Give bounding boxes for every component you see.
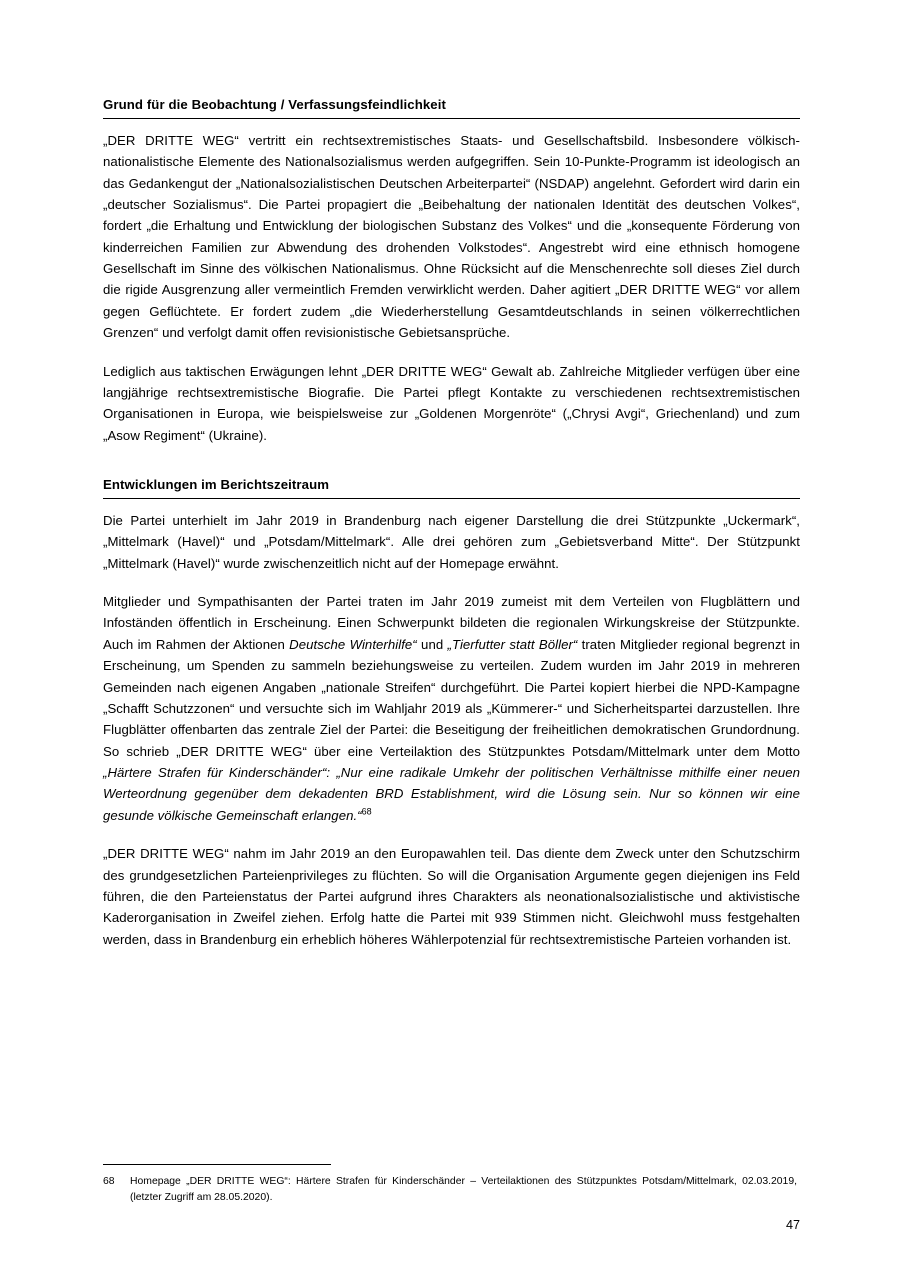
para2-part-a: Mitglieder und Sympathisanten der Partei traten im Jahr 2019 zumeist mit dem Verteilen von Flugblättern und Infoständen öffentlich in Erscheinung. Einen Schwerpunkt bildeten die regionalen Wirkungskreise der Stützpunkte. Auch im Rahmen der Aktionen [103,594,800,652]
footnote-68 [103,1174,797,1206]
section-heading-grund: Grund für die Beobachtung / Verfassungsfeindlichkeit [103,97,446,112]
paragraph-entwicklungen-3: „DER DRITTE WEG“ nahm im Jahr 2019 an den Europawahlen teil. Das diente dem Zweck unter den Schutzschirm des grundgesetzlichen Parteienprivileges zu flüchten. So will die Organisation Argumente gegen diejenigen ins Feld führen, die den Parteienstatus der Partei aufgrund ihres Charakters als neonationalsozialistische und aktivistische Kaderorganisation in Zweifel ziehen. Erfolg hatte die Partei mit 939 Stimmen nicht. Gleichwohl muss festgehalten werden, dass in Brandenburg ein erheblich höheres Wählerpotenzial für rechtsextremistische Parteien vorhanden ist. [103,846,800,947]
footnote-divider [103,1164,331,1165]
footnote-area [103,1164,797,1206]
section-heading-entwicklungen: Entwicklungen im Berichtszeitraum [103,477,330,493]
para2-part-c: traten Mitglieder regional begrenzt in Erscheinung, um Spenden zu sammeln beziehungsweise zu verteilen. Zudem wurden im Jahr 2019 in mehreren Gemeinden nach eigenen Angaben „nationale Streifen“ durchgeführt. Die Partei kopiert hierbei die NPD-Kampagne „Schafft Schutzzonen“ und versuchte sich im Wahljahr 2019 als „Kümmerer-“ und Sicherheitspartei darzustellen. Ihre Flugblätter offenbarten das zentrale Ziel der Partei: die Beseitigung der freiheitlichen demokratischen Grundordnung. So schrieb „DER DRITTE WEG“ über eine Verteilaktion des Stützpunktes Potsdam/Mittelmark unter dem Motto [103,636,800,759]
paragraph-verfassungsfeindlichkeit-2: Lediglich aus taktischen Erwägungen lehnt „DER DRITTE WEG“ Gewalt ab. Zahlreiche Mitglieder verfügen über eine langjährige rechtsextremistische Biografie. Die Partei pflegt Kontakte zu verschiedenen rechtsextremistischen Organisationen in Europa, wie beispielsweise zur „Goldenen Morgenröte“ („Chrysi Avgi“, Griechenland) und zum „Asow Regiment“ (Ukraine). [103,363,800,443]
paragraph-entwicklungen-2 [103,591,800,826]
paragraph-entwicklungen-1: Die Partei unterhielt im Jahr 2019 in Brandenburg nach eigener Darstellung die drei Stützpunkte „Uckermark“, „Mittelmark (Havel)“ und „Potsdam/Mittelmark“. Alle drei gehören zum „Gebietsverband Mitte“. Der Stützpunkt „Mittelmark (Havel)“ wurde zwischenzeitlich nicht auf der Homepage erwähnt. [103,512,800,571]
page-number: 47 [785,1218,800,1232]
paragraph-verfassungsfeindlichkeit-1: „DER DRITTE WEG“ vertritt ein rechtsextremistisches Staats- und Gesellschaftsbild. Insbesondere völkisch-nationalistische Elemente des Nationalsozialismus werden aufgegriffen. Sein 10-Punkte-Programm ist ideologisch an das Gedankengut der „Nationalsozialistischen Deutschen Arbeiterpartei“ (NSDAP) angelehnt. Gefordert wird darin ein „deutscher Sozialismus“. Die Partei propagiert die „Beibehaltung der nationalen Identität des deutschen Volkes“, fordert „die Erhaltung und Entwicklung der biologischen Substanz des Volkes“ und die „konsequente Förderung von kinderreichen Familien zur Abwendung des drohenden Volkstodes“. Angestrebt wird eine ethnisch homogene Gesellschaft im Sinne des völkischen Nationalismus. Ohne Rücksicht auf die Menschenrechte soll dieses Ziel durch die rigide Ausgrenzung aller vermeintlich Fremden verwirklicht werden. Daher agitiert „DER DRITTE WEG“ vor allem gegen Geflüchtete. Er fordert zudem „die Wiederherstellung Gesamtdeutschlands in seinen völkerrechtlichen Grenzen“ und verfolgt damit offen revisionistische Gebietsansprüche. [103,132,800,341]
para2-italic-2: „Tierfutter statt Böller“ [447,636,578,652]
heading-divider-2 [103,498,800,499]
heading-divider [103,118,800,119]
para2-italic-1: Deutsche Winterhilfe“ [289,636,417,652]
para2-part-b: und [416,636,448,652]
footnote-text: Homepage „DER DRITTE WEG“: Härtere Strafen für Kinderschänder – Verteilaktionen des Stützpunktes Potsdam/Mittelmark, 02.03.2019, (letzter Zugriff am 28.05.2020). [130,1175,797,1203]
para2-italic-3: „Härtere Strafen für Kinderschänder“: „Nur eine radikale Umkehr der politischen Verhältnisse mithilfe einer neuen Werteordnung gegenüber dem dekadenten BRD Establishment, wird die Lösung sein. Nur so können wir eine gesunde völkische Gemeinschaft erlangen.“ [103,765,800,823]
footnote-number: 68 [103,1175,115,1187]
footnote-marker-68[interactable]: 68 [361,806,372,817]
section-spacer [103,463,800,476]
